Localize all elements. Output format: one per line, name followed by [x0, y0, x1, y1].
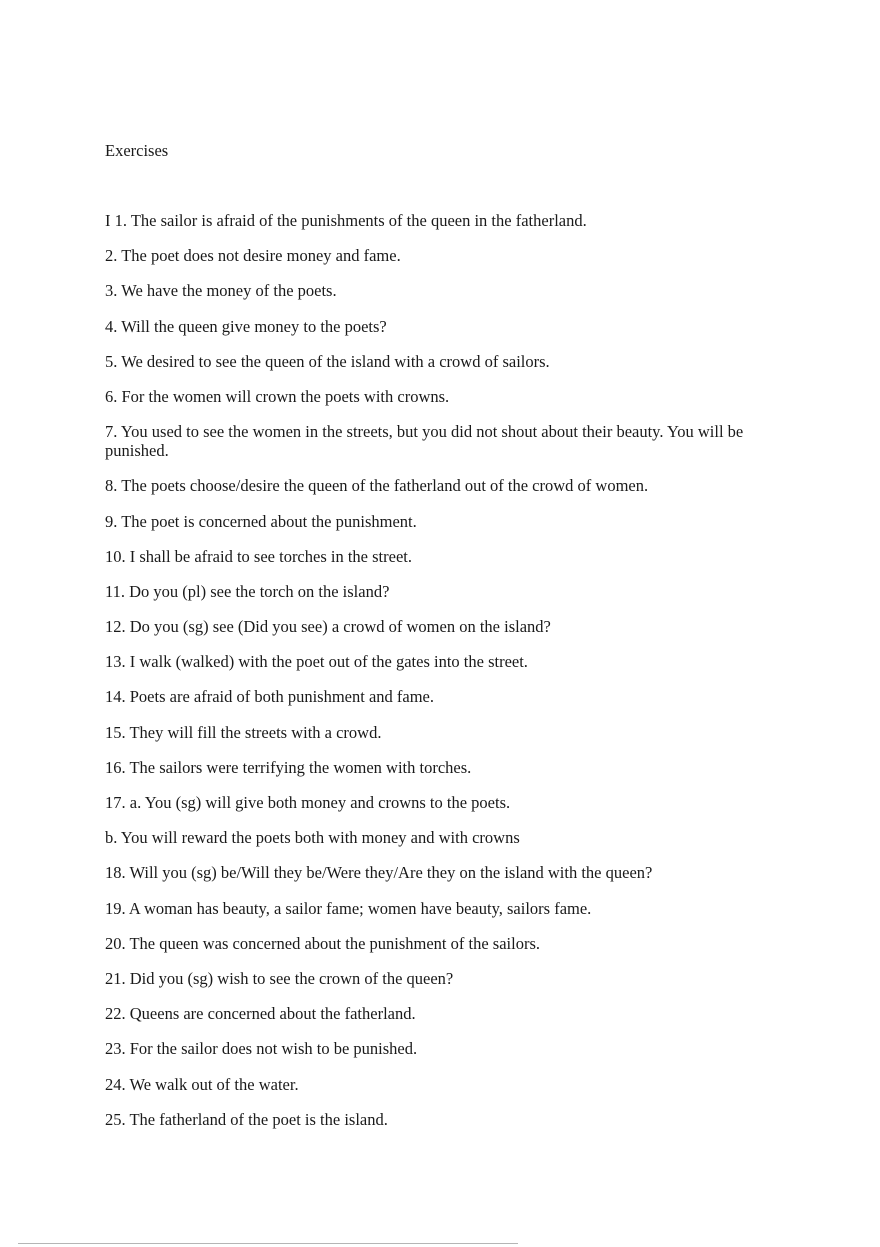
- exercise-item: 18. Will you (sg) be/Will they be/Were they/Are they on the island with the queen?: [105, 863, 653, 883]
- exercise-item: 6. For the women will crown the poets with crowns.: [105, 386, 450, 406]
- exercise-item: 11. Do you (pl) see the torch on the island?: [105, 581, 390, 601]
- exercise-item: 4. Will the queen give money to the poets?: [105, 316, 387, 336]
- exercise-item: 25. The fatherland of the poet is the island.: [105, 1109, 388, 1129]
- exercise-item: 23. For the sailor does not wish to be punished.: [105, 1039, 418, 1059]
- exercise-item: 2. The poet does not desire money and fame.: [105, 246, 401, 266]
- exercise-item: I 1. The sailor is afraid of the punishments of the queen in the fatherland.: [105, 211, 587, 230]
- exercise-item: 17. a. You (sg) will give both money and crowns to the poets.: [105, 793, 511, 812]
- exercise-item: 12. Do you (sg) see (Did you see) a crowd of women on the island?: [105, 617, 551, 637]
- exercise-item: 21. Did you (sg) wish to see the crown of the queen?: [105, 968, 454, 988]
- exercise-item: 8. The poets choose/desire the queen of the fatherland out of the crowd of women.: [105, 476, 649, 496]
- exercise-item: 10. I shall be afraid to see torches in the street.: [105, 546, 412, 566]
- exercise-item: 14. Poets are afraid of both punishment and fame.: [105, 687, 434, 707]
- exercise-item: 24. We walk out of the water.: [105, 1074, 299, 1094]
- exercise-item: b. You will reward the poets both with money and with crowns: [105, 828, 520, 848]
- exercise-list: [105, 211, 755, 1145]
- exercise-item: 3. We have the money of the poets.: [105, 281, 337, 301]
- exercise-item: 19. A woman has beauty, a sailor fame; women have beauty, sailors fame.: [105, 898, 592, 918]
- page-heading: Exercises: [105, 141, 169, 160]
- exercise-item: 20. The queen was concerned about the punishment of the sailors.: [105, 933, 540, 953]
- exercise-item: 9. The poet is concerned about the punishment.: [105, 511, 417, 531]
- exercise-item: 5. We desired to see the queen of the island with a crowd of sailors.: [105, 351, 550, 371]
- exercise-item: 7. You used to see the women in the streets, but you did not shout about their beauty. You will be punished.: [105, 422, 744, 461]
- exercise-item: 15. They will fill the streets with a crowd.: [105, 722, 382, 742]
- footer-rule: [18, 1243, 518, 1244]
- exercise-item: 13. I walk (walked) with the poet out of the gates into the street.: [105, 652, 528, 672]
- exercise-item: 16. The sailors were terrifying the women with torches.: [105, 757, 472, 777]
- exercise-item: 22. Queens are concerned about the fatherland.: [105, 1004, 416, 1024]
